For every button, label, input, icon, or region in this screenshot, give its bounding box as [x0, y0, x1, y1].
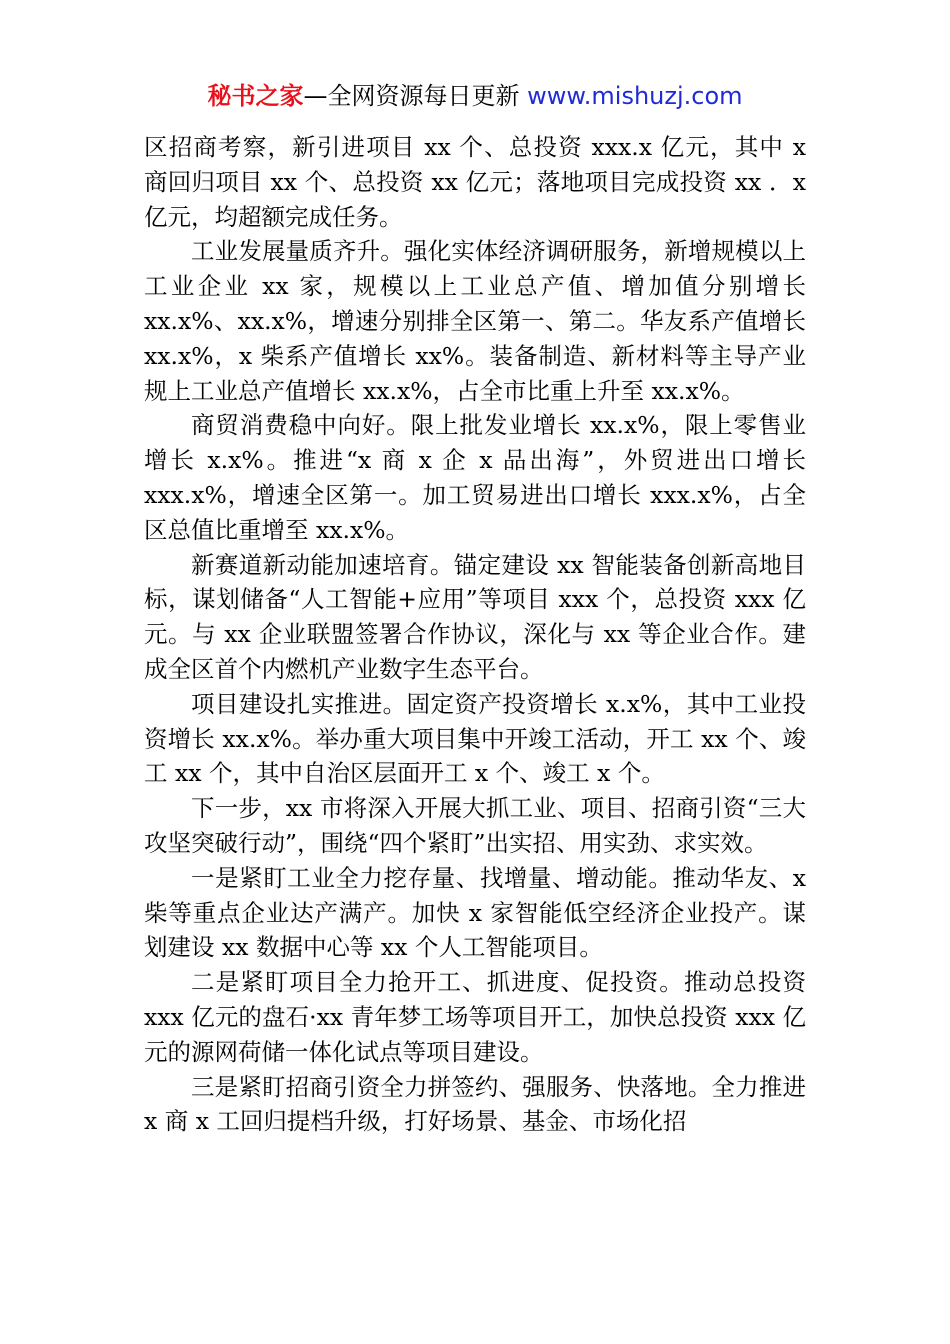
- paragraph-new-momentum: 新赛道新动能加速培育。锚定建设 xx 智能装备创新高地目标，谋划储备“人工智能+应用”等项目 xxx 个，总投资 xxx 亿元。与 xx 企业联盟签署合作协议，深化与 xx 等企业合作。建成全区首个内燃机产业数字生态平台。: [144, 550, 806, 683]
- paragraph-point-one: 一是紧盯工业全力挖存量、找增量、增动能。推动华友、x 柴等重点企业达产满产。加快 x 家智能低空经济企业投产。谋划建设 xx 数据中心等 xx 个人工智能项目。: [144, 863, 806, 962]
- document-body: [144, 130, 806, 1139]
- paragraph-projects: 项目建设扎实推进。固定资产投资增长 x.x%，其中工业投资增长 xx.x%。举办重大项目集中开竣工活动，开工 xx 个、竣工 xx 个，其中自治区层面开工 x 个、竣工 x 个。: [144, 689, 806, 788]
- paragraph-point-two: 二是紧盯项目全力抢开工、抓进度、促投资。推动总投资 xxx 亿元的盘石·xx 青年梦工场等项目开工，加快总投资 xxx 亿元的源网荷储一体化试点等项目建设。: [144, 968, 806, 1066]
- paragraph-industry: 工业发展量质齐升。强化实体经济调研服务，新增规模以上工业企业 xx 家，规模以上工业总产值、增加值分别增长 xx.x%、xx.x%，增速分别排全区第一、第二。华友系产值增长 xx.x%，x 柴系产值增长 xx%。装备制造、新材料等主导产业规上工业总产值增长 xx.x%，占全市比重上升至 xx.x%。: [144, 237, 806, 405]
- site-header: [0, 80, 950, 112]
- paragraph-next-steps: 下一步，xx 市将深入开展大抓工业、项目、招商引资“三大攻坚突破行动”，围绕“四个紧盯”出实招、用实劲、求实效。: [144, 794, 806, 857]
- site-url-link[interactable]: www.mishuzj.com: [527, 82, 743, 110]
- paragraph-commerce: 商贸消费稳中向好。限上批发业增长 xx.x%，限上零售业增长 x.x%。推进“x 商 x 企 x 品出海”，外贸进出口增长 xxx.x%，增速全区第一。加工贸易进出口增长 xxx.x%，占全区总值比重增至 xx.x%。: [144, 411, 806, 544]
- paragraph-continuation: 区招商考察，新引进项目 xx 个、总投资 xxx.x 亿元，其中 x 商回归项目 xx 个、总投资 xx 亿元；落地项目完成投资 xx ．x 亿元，均超额完成任务。: [144, 133, 806, 231]
- header-tagline: —全网资源每日更新: [303, 82, 528, 110]
- paragraph-point-three: 三是紧盯招商引资全力拼签约、强服务、快落地。全力推进 x 商 x 工回归提档升级，打好场景、基金、市场化招: [144, 1072, 806, 1136]
- brand-name: 秘书之家: [207, 82, 304, 110]
